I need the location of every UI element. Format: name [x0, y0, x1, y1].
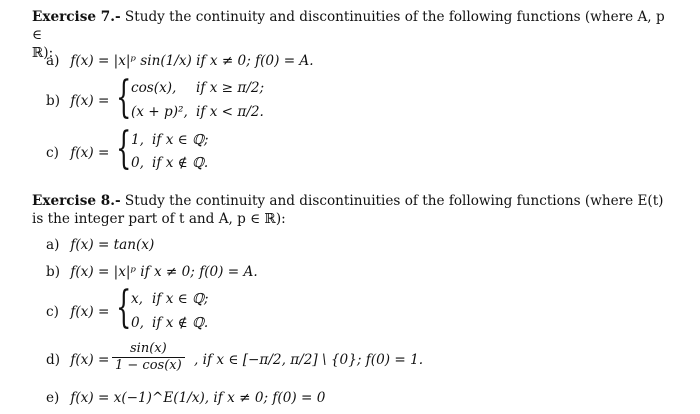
exercise-7-intro-cont: ℝ):	[32, 45, 54, 61]
case-condition: if x < π/2.	[196, 104, 264, 120]
case-expression: (x + p)²,	[131, 104, 188, 120]
exercise-8-intro: Study the continuity and discontinuities of the following functions (where E(t)	[124, 193, 664, 209]
exercise-8-title: Exercise 8.-	[32, 193, 121, 209]
piecewise-case-2	[131, 154, 144, 172]
fraction-numerator: sin(x)	[112, 341, 185, 358]
exercise-8-heading	[32, 192, 672, 228]
exercise-8-item-a	[46, 236, 154, 254]
item-formula: f(x) = |x|ᵖ if x ≠ 0; f(0) = A.	[70, 264, 258, 280]
item-label: c)	[46, 145, 59, 161]
exercise-7-intro: Study the continuity and discontinuities of the following functions (where A, p ∈	[32, 9, 665, 43]
piecewise-condition-1	[196, 79, 264, 97]
piecewise-case-2	[131, 314, 144, 332]
case-expression: x,	[131, 291, 143, 307]
case-expression: 1,	[131, 132, 144, 148]
left-brace: {	[116, 72, 132, 123]
piecewise-lhs: f(x) =	[70, 93, 110, 109]
exercise-7-item-a	[46, 52, 314, 70]
case-condition: if x ∈ ℚ;	[152, 132, 209, 148]
piecewise-lhs: f(x) =	[70, 145, 110, 161]
piecewise-case-2	[131, 103, 188, 121]
exercise-8-item-d-rest	[194, 351, 423, 369]
exercise-7-item-c	[46, 144, 109, 162]
piecewise-condition-2	[196, 103, 264, 121]
item-label: a)	[46, 237, 60, 253]
left-brace: {	[116, 282, 132, 333]
piecewise-condition-2	[152, 314, 208, 332]
left-brace: {	[116, 123, 132, 174]
item-formula: f(x) = |x|ᵖ sin(1/x) if x ≠ 0; f(0) = A.	[70, 53, 314, 69]
item-label: d)	[46, 352, 61, 368]
piecewise-case-1	[131, 290, 143, 308]
item-label: a)	[46, 53, 60, 69]
item-formula: f(x) = x(−1)^E(1/x), if x ≠ 0; f(0) = 0	[70, 390, 326, 406]
case-expression: 0,	[131, 155, 144, 171]
piecewise-condition-1	[152, 290, 209, 308]
exercise-7-title: Exercise 7.-	[32, 9, 121, 25]
case-condition: if x ∈ ℚ;	[152, 291, 209, 307]
exercise-8-item-b	[46, 263, 258, 281]
piecewise-condition-2	[152, 154, 208, 172]
piecewise-case-1	[131, 79, 176, 97]
exercise-8-item-e	[46, 389, 325, 407]
fraction-denominator: 1 − cos(x)	[115, 358, 182, 373]
piecewise-condition-1	[152, 131, 209, 149]
item-label: b)	[46, 264, 61, 280]
case-expression: cos(x),	[131, 80, 177, 96]
case-condition: if x ≥ π/2;	[196, 80, 265, 96]
exercise-8-intro-cont: is the integer part of t and A, p ∈ ℝ):	[32, 211, 286, 227]
item-label: b)	[46, 93, 61, 109]
exercise-8-item-d	[46, 351, 109, 369]
item-label: e)	[46, 390, 60, 406]
item-label: c)	[46, 304, 59, 320]
case-condition: if x ∉ ℚ.	[152, 315, 209, 331]
item-formula: f(x) = tan(x)	[70, 237, 155, 253]
fraction-lhs: f(x) =	[70, 352, 110, 368]
item-formula: , if x ∈ [−π/2, π/2] \ {0}; f(0) = 1.	[194, 352, 424, 368]
fraction	[112, 341, 185, 374]
piecewise-lhs: f(x) =	[70, 304, 110, 320]
case-condition: if x ∉ ℚ.	[152, 155, 209, 171]
exercise-8-item-c	[46, 303, 109, 321]
piecewise-case-1	[131, 131, 144, 149]
case-expression: 0,	[131, 315, 144, 331]
exercise-7-item-b	[46, 92, 109, 110]
